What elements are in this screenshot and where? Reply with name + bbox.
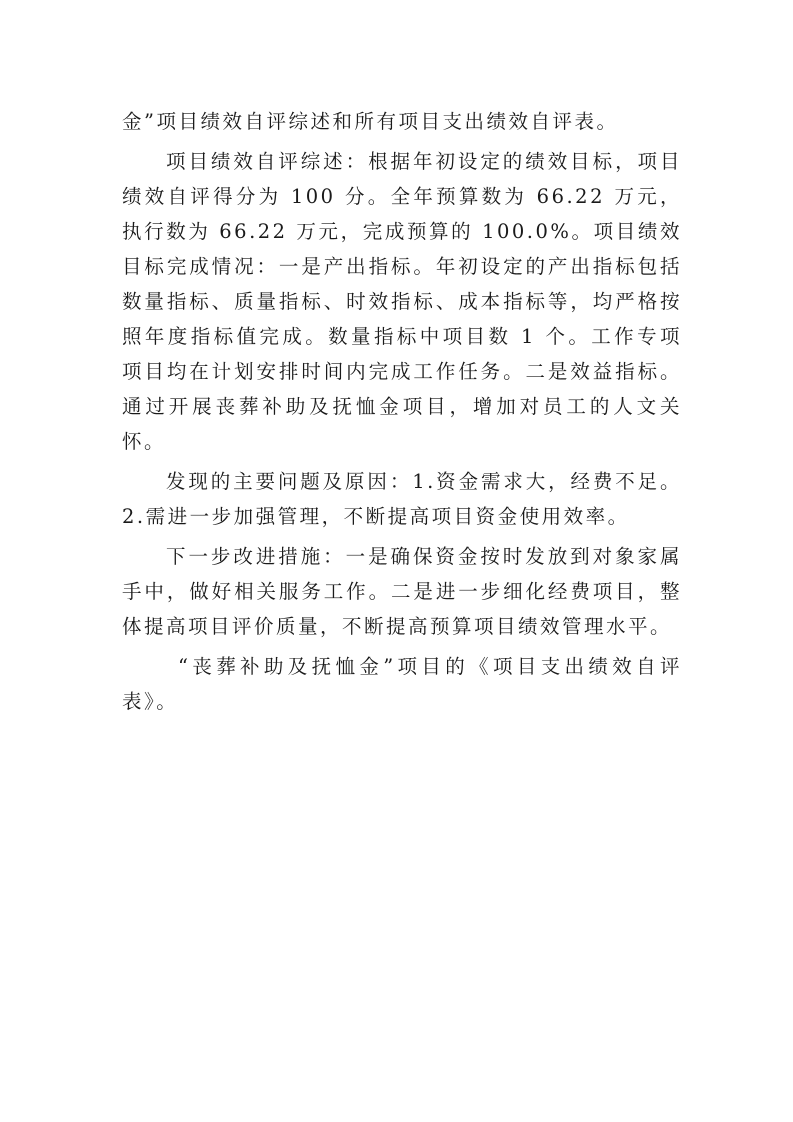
document-body xyxy=(122,104,682,724)
paragraph-performance-summary: 项目绩效自评综述：根据年初设定的绩效目标，项目绩效自评得分为 100 分。全年预算数为 66.22 万元，执行数为 66.22 万元，完成预算的 100.0%。项目绩效目标完成情况：一是产出指标。年初设定的产出指标包括数量指标、质量指标、时效指标、成本指标等，均严格按照年度指标值完成。数量指标中项目数 1 个。工作专项项目均在计划安排时间内完成工作任务。二是效益指标。通过开展丧葬补助及抚恤金项目，增加对员工的人文关怀。 xyxy=(122,150,682,453)
paragraph-problems-and-causes: 发现的主要问题及原因：1.资金需求大，经费不足。2.需进一步加强管理，不断提高项目资金使用效率。 xyxy=(122,470,682,528)
paragraph-attachment-reference: “丧葬补助及抚恤金”项目的《项目支出绩效自评表》。 xyxy=(122,655,682,713)
paragraph-improvement-measures: 下一步改进措施：一是确保资金按时发放到对象家属手中，做好相关服务工作。二是进一步细化经费项目，整体提高项目评价质量，不断提高预算项目绩效管理水平。 xyxy=(122,545,682,638)
paragraph-continuation: 金”项目绩效自评综述和所有项目支出绩效自评表。 xyxy=(122,110,619,133)
